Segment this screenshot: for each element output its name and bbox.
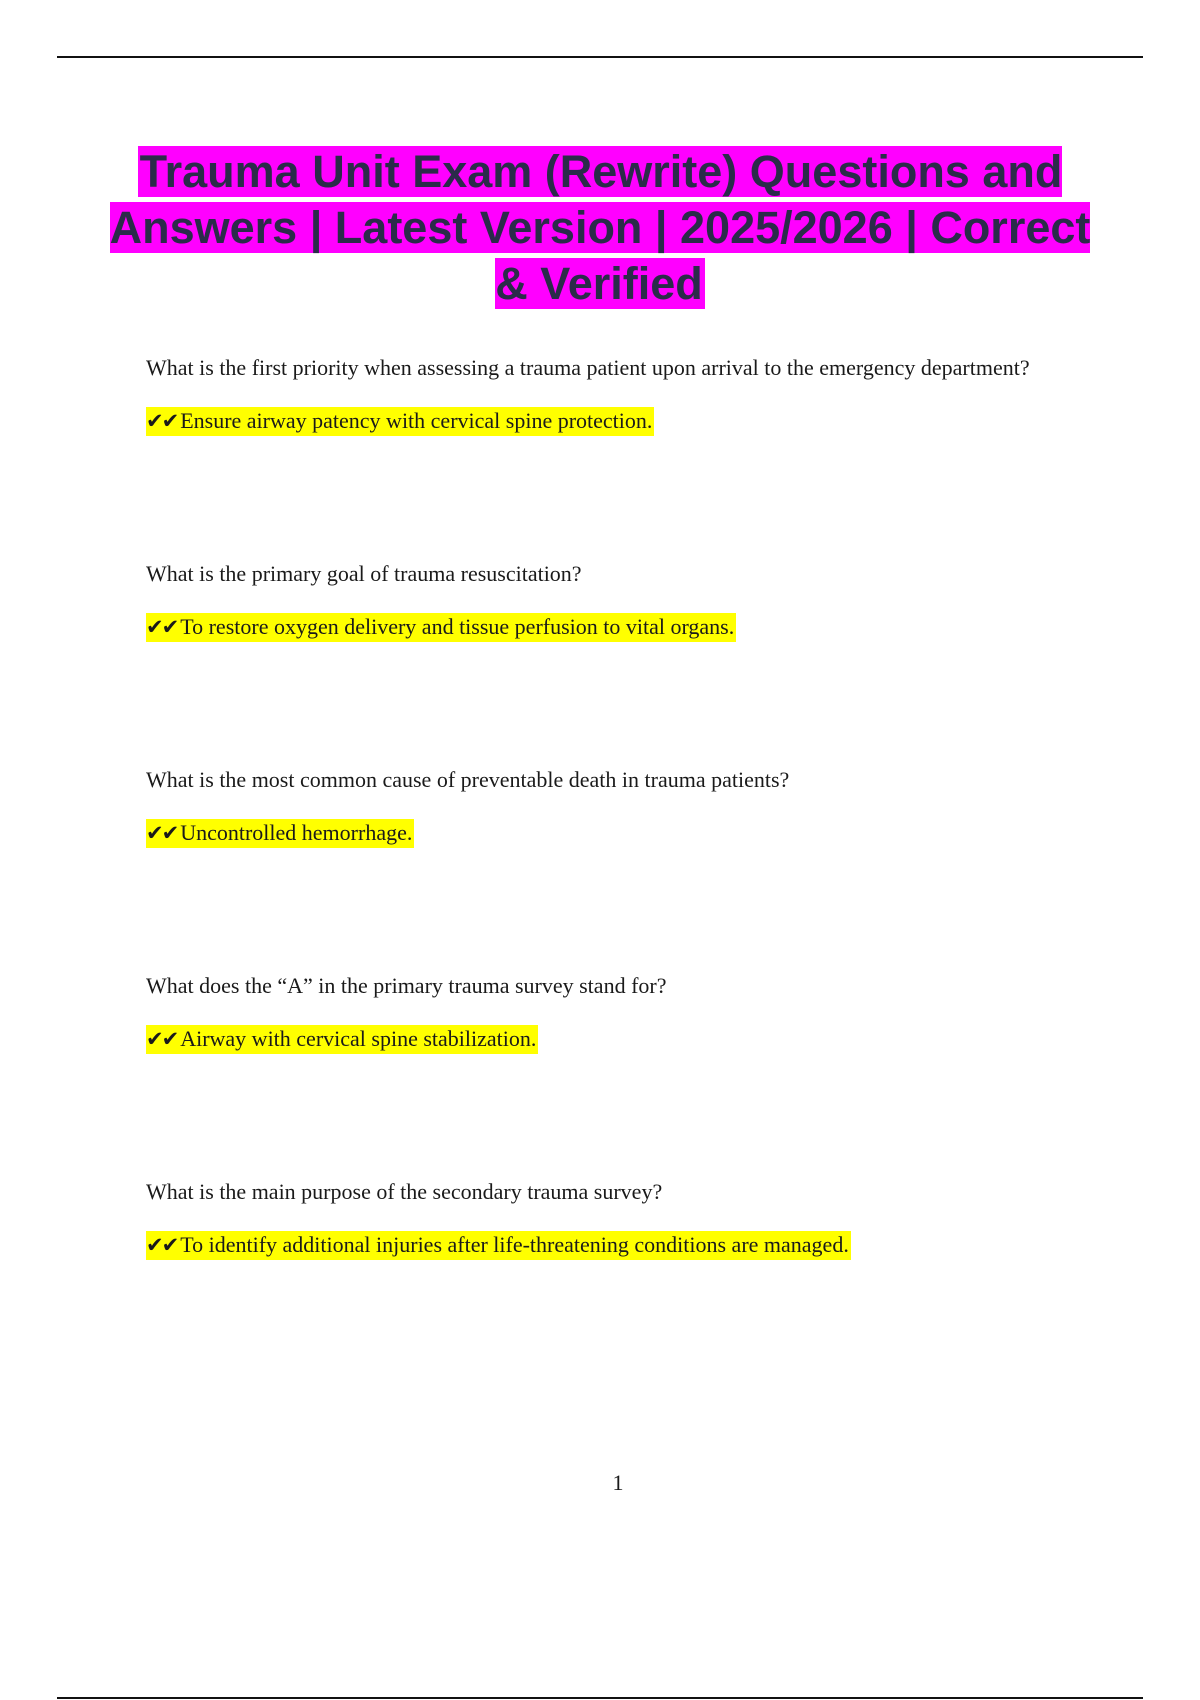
question-text: What is the main purpose of the secondary trauma survey? (146, 1179, 663, 1204)
answer-label: Ensure airway patency with cervical spine protection. (180, 408, 653, 433)
qa-list (146, 356, 1066, 1276)
answer-highlight (146, 613, 736, 642)
double-check-icon: ✔✔ (146, 409, 178, 433)
document-title (100, 144, 1100, 312)
footer-rule (57, 1697, 1143, 1699)
page-number: 1 (612, 1470, 624, 1495)
qa-item (146, 562, 1066, 658)
question-text: What is the primary goal of trauma resuscitation? (146, 561, 582, 586)
header-rule (57, 56, 1143, 58)
double-check-icon: ✔✔ (146, 1233, 178, 1257)
question-text: What does the “A” in the primary trauma survey stand for? (146, 973, 667, 998)
answer-label: Airway with cervical spine stabilization. (180, 1026, 537, 1051)
double-check-icon: ✔✔ (146, 1027, 178, 1051)
answer-label: Uncontrolled hemorrhage. (180, 820, 413, 845)
answer-text (146, 818, 1066, 848)
question-text: What is the most common cause of preventable death in trauma patients? (146, 767, 790, 792)
qa-item (146, 356, 1066, 452)
double-check-icon: ✔✔ (146, 821, 178, 845)
qa-item (146, 1180, 1066, 1276)
question-text: What is the first priority when assessing a trauma patient upon arrival to the emergency department? (146, 355, 1030, 380)
title-highlight: Trauma Unit Exam (Rewrite) Questions and Answers | Latest Version | 2025/2026 | Correct & Verified (109, 146, 1091, 309)
qa-item (146, 974, 1066, 1070)
double-check-icon: ✔✔ (146, 615, 178, 639)
answer-highlight (146, 819, 414, 848)
answer-text (146, 406, 1066, 436)
answer-highlight (146, 407, 654, 436)
answer-label: To identify additional injuries after life-threatening conditions are managed. (180, 1232, 849, 1257)
answer-text (146, 1024, 1066, 1054)
answer-highlight (146, 1025, 538, 1054)
answer-label: To restore oxygen delivery and tissue perfusion to vital organs. (180, 614, 735, 639)
answer-text (146, 612, 1066, 642)
answer-highlight (146, 1231, 851, 1260)
qa-item (146, 768, 1066, 864)
answer-text (146, 1230, 1066, 1260)
